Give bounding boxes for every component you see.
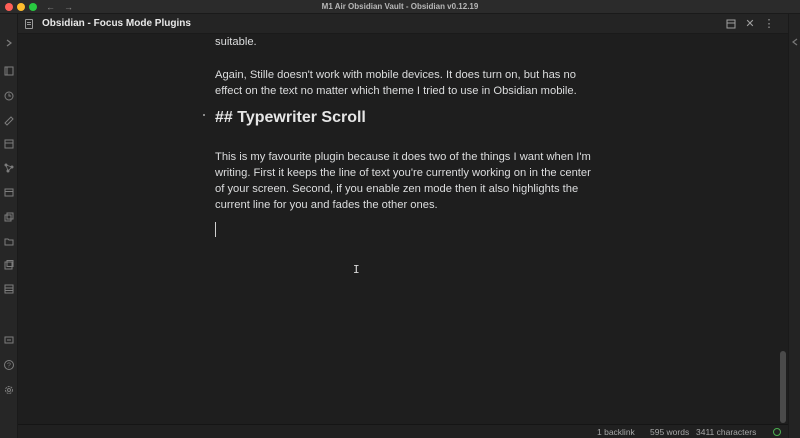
book-open-icon[interactable] xyxy=(724,14,738,36)
table-icon[interactable] xyxy=(3,283,15,295)
paragraph-suitable[interactable]: suitable. xyxy=(215,36,257,48)
sidebar-expand-icon[interactable] xyxy=(3,37,15,49)
paint-icon[interactable] xyxy=(3,114,15,126)
close-icon[interactable]: ✕ xyxy=(745,18,755,30)
graph-icon[interactable] xyxy=(3,162,15,174)
i-beam-cursor-icon: I xyxy=(353,263,360,276)
status-bar xyxy=(18,424,788,438)
editor-scrollbar[interactable] xyxy=(778,34,788,424)
clock-icon[interactable] xyxy=(3,90,15,102)
note-title[interactable]: Obsidian - Focus Mode Plugins xyxy=(42,18,191,29)
backlink-count[interactable]: 1 backlink xyxy=(597,427,635,437)
sync-status-icon[interactable] xyxy=(773,428,781,436)
template-icon[interactable] xyxy=(3,138,15,150)
more-options-icon[interactable]: ⋮ xyxy=(763,18,775,30)
character-count: 3411 characters xyxy=(696,427,757,437)
paragraph-typewriter[interactable]: This is my favourite plugin because it does two of the things I want when I'm writing. First it keeps the line of text you're currently working on in the center of your screen. Second, if you enable zen mode then it also highlights the current line for you and fades the other ones. xyxy=(215,151,591,211)
text-cursor xyxy=(215,222,216,237)
svg-text:?: ? xyxy=(7,362,11,370)
paragraph-stille[interactable]: Again, Stille doesn't work with mobile devices. It does turn on, but has no effect on the text no matter which theme I tried to use in Obsidian mobile. xyxy=(215,69,577,97)
calendar-icon[interactable] xyxy=(3,186,15,198)
note-header xyxy=(18,14,788,34)
heading-fold-indicator[interactable] xyxy=(203,114,205,116)
help-icon[interactable] xyxy=(3,359,15,371)
editor-pane[interactable] xyxy=(18,34,778,424)
file-icon xyxy=(25,19,33,29)
file-explorer-icon[interactable] xyxy=(3,65,15,77)
scrollbar-thumb[interactable] xyxy=(780,351,786,423)
settings-icon[interactable] xyxy=(3,384,15,396)
right-sidebar-collapsed[interactable] xyxy=(788,14,800,438)
word-count: 595 words xyxy=(650,427,690,437)
tag-icon[interactable] xyxy=(3,259,15,271)
vault-icon[interactable] xyxy=(3,334,15,346)
copy-icon[interactable] xyxy=(3,211,15,223)
back-arrow-icon[interactable]: ← xyxy=(46,2,55,12)
heading-typewriter-scroll[interactable]: ## Typewriter Scroll xyxy=(215,109,366,126)
folder-icon[interactable] xyxy=(3,235,15,247)
window-titlebar xyxy=(0,0,800,14)
window-title: M1 Air Obsidian Vault - Obsidian v0.12.19 xyxy=(321,2,479,11)
left-ribbon xyxy=(0,14,18,438)
chevron-left-icon[interactable] xyxy=(790,37,800,47)
forward-arrow-icon[interactable]: → xyxy=(64,2,73,12)
